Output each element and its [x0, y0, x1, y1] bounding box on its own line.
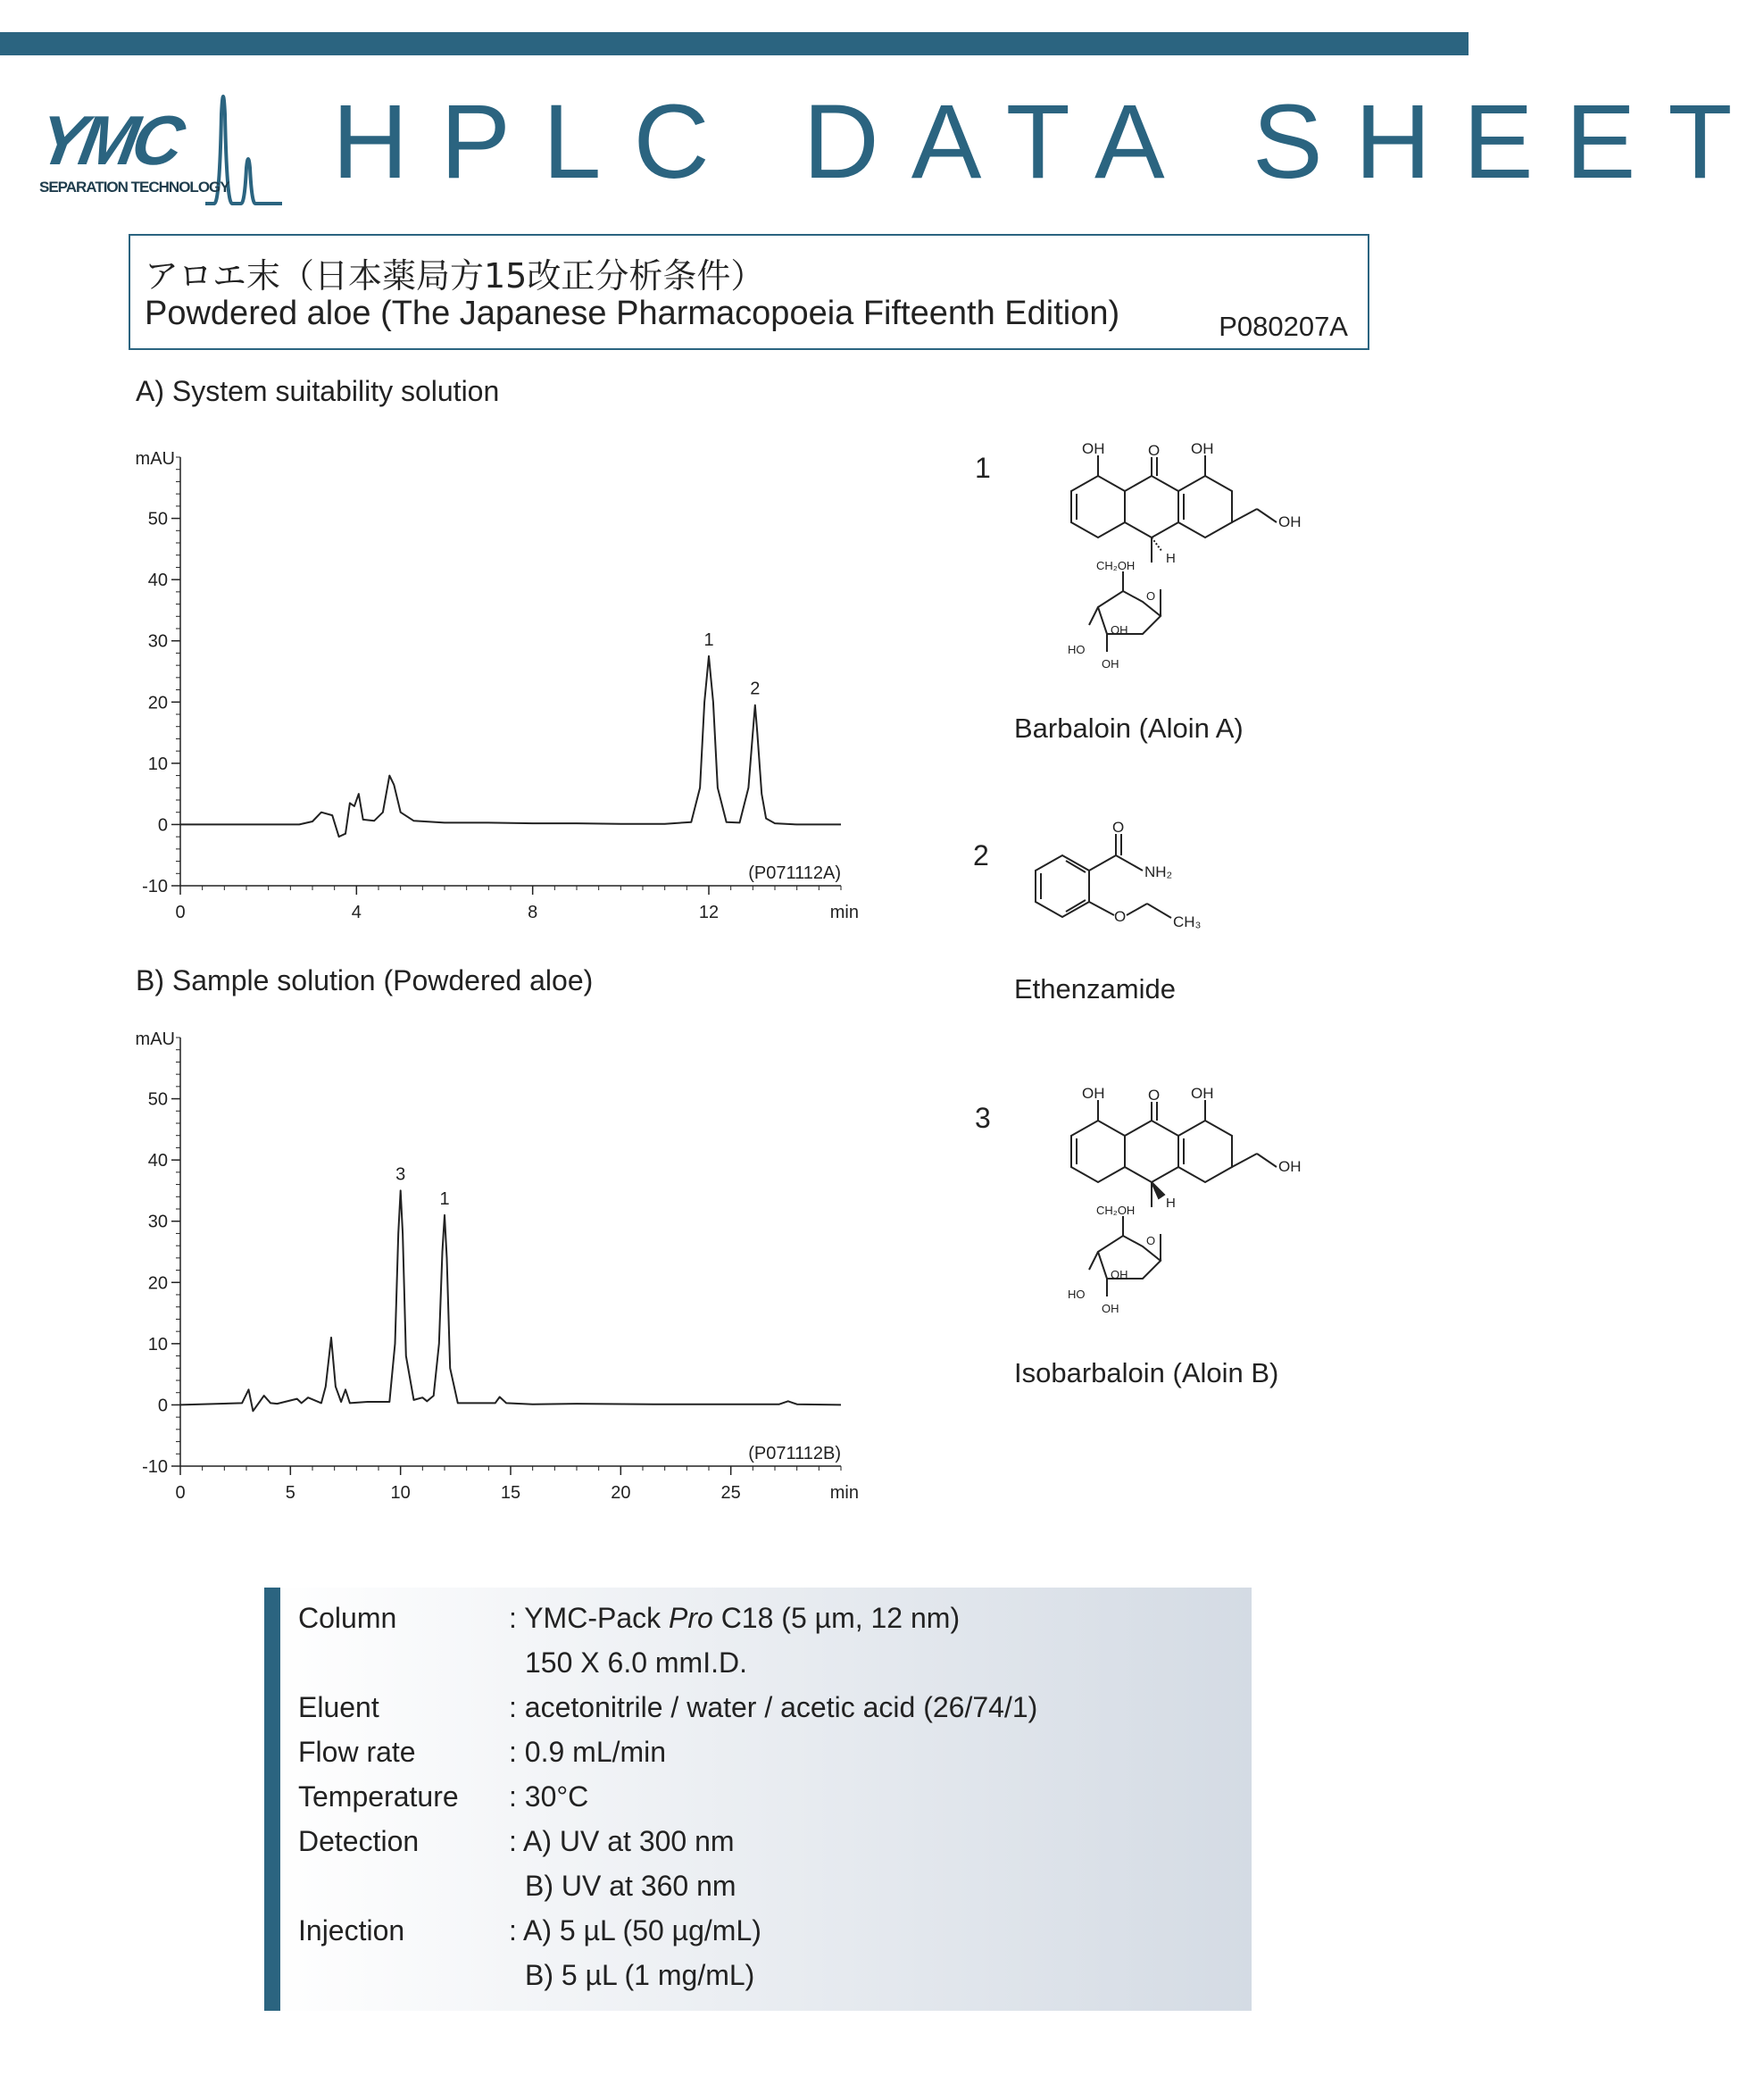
- condition-injection: [298, 1914, 761, 1947]
- isobarbaloin-structure-icon: [1018, 1082, 1321, 1341]
- oh-label: OH: [1278, 1158, 1302, 1175]
- condition-label: Detection: [298, 1825, 420, 1857]
- o-label: O: [1148, 1087, 1161, 1104]
- condition-value: : A) UV at 300 nm: [509, 1825, 735, 1857]
- ymc-logo: [32, 79, 286, 213]
- peak-label: 2: [750, 679, 761, 699]
- oh-label: OH: [1102, 657, 1119, 671]
- o-label: O: [1112, 819, 1125, 836]
- x-axis-label: min: [829, 903, 859, 922]
- chart-b-title: B) Sample solution (Powdered aloe): [136, 964, 594, 996]
- chromatogram-b: [116, 1009, 866, 1509]
- compound-2-name: Ethenzamide: [1014, 973, 1176, 1004]
- compound-3-name: Isobarbaloin (Aloin B): [1014, 1357, 1279, 1388]
- ch2oh-label: CH₂OH: [1096, 559, 1136, 572]
- x-tick-label: 0: [175, 1483, 186, 1503]
- compound-1-number: 1: [975, 452, 991, 484]
- chart-annotation: (P071112B): [748, 1444, 841, 1463]
- title-box: [129, 234, 1369, 350]
- ch2oh-label: CH₂OH: [1096, 1204, 1136, 1217]
- y-tick-label: 10: [147, 1334, 168, 1355]
- condition-value: B) UV at 360 nm: [525, 1870, 736, 1902]
- y-tick-label: 0: [157, 815, 168, 836]
- series-line: [180, 1190, 841, 1411]
- sheet-title: HPLC DATA SHEET: [332, 83, 1764, 201]
- y-axis-label: mAU: [135, 1029, 175, 1049]
- nh2-label: NH₂: [1144, 863, 1173, 880]
- chart-a-title: A) System suitability solution: [136, 375, 500, 407]
- chromatogram-a: [116, 429, 866, 929]
- oh-label: OH: [1111, 1268, 1128, 1281]
- oh-label: OH: [1111, 623, 1128, 637]
- oh-label: OH: [1102, 1302, 1119, 1315]
- h-label: H: [1166, 551, 1176, 566]
- top-banner-bar: [0, 32, 1469, 55]
- condition-column: [298, 1602, 961, 1635]
- oh-label: OH: [1082, 1085, 1105, 1102]
- condition-detection: [298, 1825, 735, 1858]
- x-axis-label: min: [829, 1483, 859, 1503]
- title-english: Powdered aloe (The Japanese Pharmacopoeia Fifteenth Edition): [145, 295, 1120, 332]
- condition-value: B) 5 µL (1 mg/mL): [525, 1959, 755, 1991]
- logo-text: YMC: [32, 101, 186, 179]
- x-tick-label: 0: [175, 903, 186, 922]
- title-japanese: アロエ末（日本薬局方15改正分析条件）: [145, 256, 765, 296]
- x-tick-label: 12: [698, 903, 720, 922]
- condition-temperature: [298, 1780, 589, 1813]
- oh-label: OH: [1191, 440, 1214, 457]
- y-tick-label: -10: [142, 877, 168, 896]
- condition-flow-rate: [298, 1736, 667, 1769]
- o-label: O: [1148, 442, 1161, 459]
- x-tick-label: 8: [528, 903, 538, 922]
- o-label: O: [1146, 1234, 1156, 1247]
- x-tick-label: 4: [351, 903, 362, 922]
- chart-annotation: (P071112A): [748, 863, 841, 883]
- ho-label: HO: [1068, 643, 1086, 656]
- condition-value: : A) 5 µL (50 µg/mL): [509, 1914, 761, 1946]
- oh-label: OH: [1191, 1085, 1214, 1102]
- x-tick-label: 25: [720, 1483, 741, 1503]
- condition-value: : acetonitrile / water / acetic acid (26/74/1): [509, 1691, 1038, 1723]
- condition-label: Injection: [298, 1914, 405, 1946]
- condition-value: : YMC-Pack Pro C18 (5 µm, 12 nm): [509, 1602, 961, 1634]
- y-tick-label: 20: [147, 1273, 168, 1294]
- document-code: P080207A: [1219, 311, 1348, 342]
- series-line: [180, 656, 841, 837]
- condition-eluent: [298, 1691, 1038, 1724]
- y-tick-label: 30: [147, 631, 168, 652]
- o-label: O: [1114, 908, 1127, 925]
- y-tick-label: 50: [147, 509, 168, 529]
- oh-label: OH: [1082, 440, 1105, 457]
- x-tick-label: 5: [285, 1483, 295, 1503]
- y-tick-label: 20: [147, 693, 168, 713]
- y-tick-label: 10: [147, 754, 168, 774]
- condition-value: : 30°C: [509, 1780, 589, 1813]
- y-tick-label: 40: [147, 571, 168, 591]
- y-tick-label: -10: [142, 1457, 168, 1477]
- peak-label: 1: [703, 629, 714, 650]
- condition-label: Temperature: [298, 1780, 459, 1813]
- peak-label: 1: [439, 1188, 450, 1209]
- h-label: H: [1166, 1196, 1176, 1211]
- y-tick-label: 0: [157, 1396, 168, 1416]
- logo-subtext: SEPARATION TECHNOLOGY: [39, 179, 229, 196]
- condition-value: : 0.9 mL/min: [509, 1736, 667, 1768]
- y-tick-label: 50: [147, 1089, 168, 1110]
- compound-2-number: 2: [973, 839, 989, 871]
- condition-label: Eluent: [298, 1691, 379, 1723]
- compound-1-name: Barbaloin (Aloin A): [1014, 713, 1244, 744]
- ch3-label: CH₃: [1173, 913, 1202, 930]
- y-axis-label: mAU: [135, 449, 175, 469]
- o-label: O: [1146, 589, 1156, 603]
- y-tick-label: 40: [147, 1151, 168, 1171]
- oh-label: OH: [1278, 513, 1302, 530]
- ho-label: HO: [1068, 1288, 1086, 1301]
- ethenzamide-structure-icon: [1018, 821, 1250, 955]
- condition-label: Flow rate: [298, 1736, 416, 1768]
- peak-label: 3: [395, 1164, 406, 1185]
- x-tick-label: 20: [611, 1483, 631, 1503]
- condition-value: 150 X 6.0 mmI.D.: [525, 1646, 747, 1679]
- y-tick-label: 30: [147, 1212, 168, 1232]
- x-tick-label: 10: [390, 1483, 411, 1503]
- compound-3-number: 3: [975, 1102, 991, 1134]
- x-tick-label: 15: [500, 1483, 521, 1503]
- barbaloin-structure-icon: [1018, 438, 1321, 696]
- condition-label: Column: [298, 1602, 397, 1634]
- conditions-accent-bar: [264, 1588, 280, 2011]
